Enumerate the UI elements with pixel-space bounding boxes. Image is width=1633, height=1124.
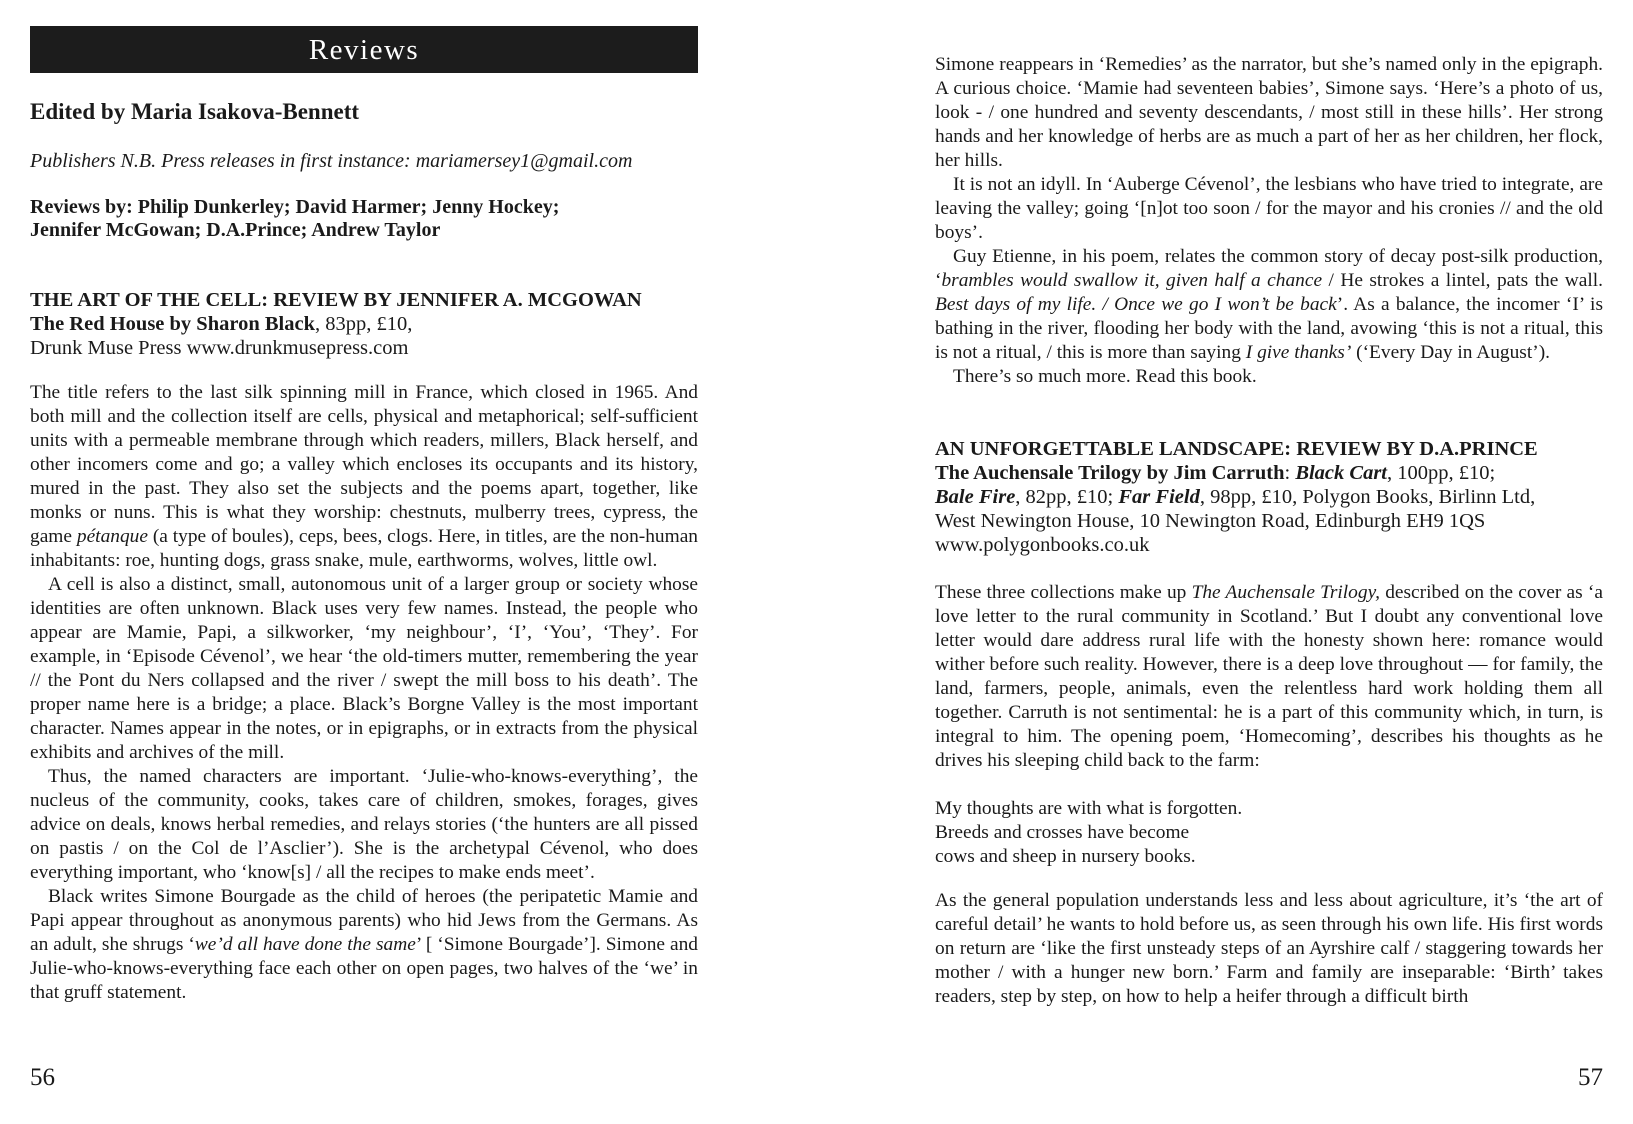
review-2-book-line-1 [935, 461, 1603, 485]
review-1-paragraph [30, 573, 698, 765]
page-number-right: 57 [1578, 1064, 1603, 1091]
review-1-paragraph [30, 381, 698, 573]
review-1-paragraph [30, 765, 698, 885]
review-2-book-line-2 [935, 485, 1603, 509]
review-1-heading: THE ART OF THE CELL: REVIEW BY JENNIFER A. MCGOWAN [30, 289, 642, 311]
italic-run: brambles would swallow it, given half a chance [941, 270, 1323, 291]
italic-run: pétanque [76, 526, 148, 547]
review-1-body [30, 381, 698, 1005]
text-run: These three collections make up [935, 582, 1192, 603]
italic-run: The Auchensale Trilogy, [1191, 582, 1380, 603]
review-2-website: www.polygonbooks.co.uk [935, 534, 1150, 556]
review-2-address: West Newington House, 10 Newington Road, Edinburgh EH9 1QS [935, 510, 1486, 532]
italic-run: we’d all have done the same [194, 934, 416, 955]
review-1-book-title: The Red House by Sharon Black [30, 313, 315, 335]
text-run: / He strokes a lintel, pats the wall. [1322, 270, 1603, 291]
review-1-continued [935, 53, 1603, 389]
review-1-paragraph [935, 245, 1603, 365]
right-page [935, 0, 1603, 1124]
text-run: The title refers to the last silk spinning mill in France, which closed in 1965. And both mill and the collection itself are cells, physical and metaphorical; self-sufficient units with a permeable membrane through which readers, millers, Black herself, and other incomers come and go; a valley which encloses its occupants and its history, mured in the past. They also set the subjects and the poems apart, together, like monks or nuns. This is what they worship: chestnuts, mulberry trees, cypress, the game [30, 382, 698, 547]
publishers-note: Publishers N.B. Press releases in first instance: mariamersey1@gmail.com [30, 150, 633, 172]
poem-quote [935, 797, 1603, 869]
review-2-heading: AN UNFORGETTABLE LANDSCAPE: REVIEW BY D.A.PRINCE [935, 438, 1538, 460]
review-1-paragraph [30, 885, 698, 1005]
review-2-body [935, 581, 1603, 773]
review-1-paragraph [935, 365, 1603, 389]
text-run: Black writes Simone Bourgade as the child of heroes (the peripatetic Mamie and Papi appear throughout as anonymous parents) who hid Jews from the Germans. As an adult, she shrugs ‘ [30, 886, 698, 955]
text-run: A cell is also a distinct, small, autonomous unit of a larger group or society whose identities are often unknown. Black uses very few names. Instead, the people who appear are Mamie, Papi, a silkworker, ‘my neighbour’, ‘I’, ‘You’, ‘They’. For example, in ‘Episode Cévenol’, we hear ‘the old-timers mutter, remembering the year // the Pont du Ners collapsed and the river / swept the mill boss to his death’. The proper name here is a bridge; a place. Black’s Borgne Valley is the most important character. Names appear in the notes, or in epigraphs, or in extracts from the physical exhibits and archives of the mill. [30, 574, 698, 763]
review-1-header [30, 288, 698, 360]
text-run: Thus, the named characters are important. ‘Julie-who-knows-everything’, the nucleus of the community, cooks, takes care of children, smokes, forages, gives advice on deals, knows herbal remedies, and relays stories (‘the hunters are all pissed on pastis / on the Col de l’Asclier’). She is the archetypal Cévenol, who does everything important, who ‘know[s] / all the recipes to make ends meet’. [30, 766, 698, 883]
book-title: The Auchensale Trilogy by Jim Carruth [935, 462, 1285, 484]
review-2-paragraph: As the general population understands less and less about agriculture, it’s ‘the art of careful detail’ he wants to hold before us, as seen through his own life. His first words on return are ‘like the first unsteady steps of an Ayrshire calf / staggering towards her mother / with a hunger new born.’ Farm and family are inseparable: ‘Birth’ takes readers, step by step, on how to help a heifer through a difficult birth [935, 890, 1603, 1007]
reviews-banner: Reviews [30, 26, 698, 73]
book-title-italic: Far Field [1118, 486, 1200, 508]
text-run: described on the cover as ‘a love letter to the rural community in Scotland.’ But I doubt any conventional love letter would dare address rural life with the honesty shown here: romance would wither before such reality. However, there is a deep love throughout — for family, the land, farmers, people, animals, even the relentless hard work holding them all together. Carruth is not sentimental: he is a part of this community which, in turn, is integral to him. The opening poem, ‘Homecoming’, describes his thoughts as he drives his sleeping child back to the farm: [935, 582, 1603, 771]
text-run: ’. As a balance, the incomer ‘I’ is bathing in the river, flooding her body with the land, avowing ‘this is not a ritual, this is not a ritual, / this is more than saying [935, 294, 1603, 363]
book-details: , 98pp, £10, Polygon Books, Birlinn Ltd, [1199, 486, 1536, 508]
text-run: There’s so much more. Read this book. [953, 366, 1257, 387]
book-title-italic: Bale Fire [935, 486, 1016, 508]
reviewers-list [30, 196, 630, 242]
italic-run: I give thanks’ [1245, 342, 1352, 363]
page-number-left: 56 [30, 1064, 55, 1091]
text-run: It is not an idyll. In ‘Auberge Cévenol’, the lesbians who have tried to integrate, are leaving the valley; going ‘[n]ot too soon / for the mayor and his cronies // and the old boys’. [935, 174, 1603, 243]
book-details: , 82pp, £10; [1015, 486, 1119, 508]
review-1-paragraph [935, 53, 1603, 173]
text-run: Guy Etienne, in his poem, relates the common story of decay post-silk production, ‘ [935, 246, 1603, 291]
review-2-header [935, 437, 1603, 557]
text-run: (‘Every Day in August’). [1351, 342, 1551, 363]
reviewers-line-2: Jennifer McGowan; D.A.Prince; Andrew Taylor [30, 219, 441, 241]
poem-line: Breeds and crosses have become [935, 822, 1190, 843]
review-2-paragraph [935, 581, 1603, 773]
text-run: ’ [ ‘Simone Bourgade’]. Simone and Julie-who-knows-everything face each other on open pages, two halves of the ‘we’ in that gruff statement. [30, 934, 698, 1003]
review-1-publisher: Drunk Muse Press www.drunkmusepress.com [30, 337, 409, 359]
review-1-paragraph [935, 173, 1603, 245]
poem-line: cows and sheep in nursery books. [935, 846, 1196, 867]
text-run: (a type of boules), ceps, bees, clogs. Here, in titles, are the non-human inhabitants: roe, hunting dogs, grass snake, mule, earthworms, wolves, little owl. [30, 526, 699, 571]
separator: : [1284, 462, 1296, 484]
italic-run: Best days of my life. / Once we go I won’t be back [935, 294, 1337, 315]
editor-line: Edited by Maria Isakova-Bennett [30, 99, 360, 124]
left-page [30, 0, 698, 1124]
text-run: Simone reappears in ‘Remedies’ as the narrator, but she’s named only in the epigraph. A curious choice. ‘Mamie had seventeen babies’, Simone says. ‘Here’s a photo of us, look - / one hundred and seventy descendants, / most still in these hills’. Her strong hands and her knowledge of herbs are as much a part of her as her children, her flock, her hills. [935, 54, 1603, 171]
review-2-body-continued [935, 889, 1603, 1009]
book-title-italic: Black Cart [1295, 462, 1388, 484]
poem-line: My thoughts are with what is forgotten. [935, 798, 1243, 819]
reviewers-line-1: Reviews by: Philip Dunkerley; David Harmer; Jenny Hockey; [30, 196, 560, 218]
review-1-book-line [30, 312, 698, 336]
review-1-book-details: , 83pp, £10, [314, 313, 413, 335]
book-details: , 100pp, £10; [1387, 462, 1496, 484]
